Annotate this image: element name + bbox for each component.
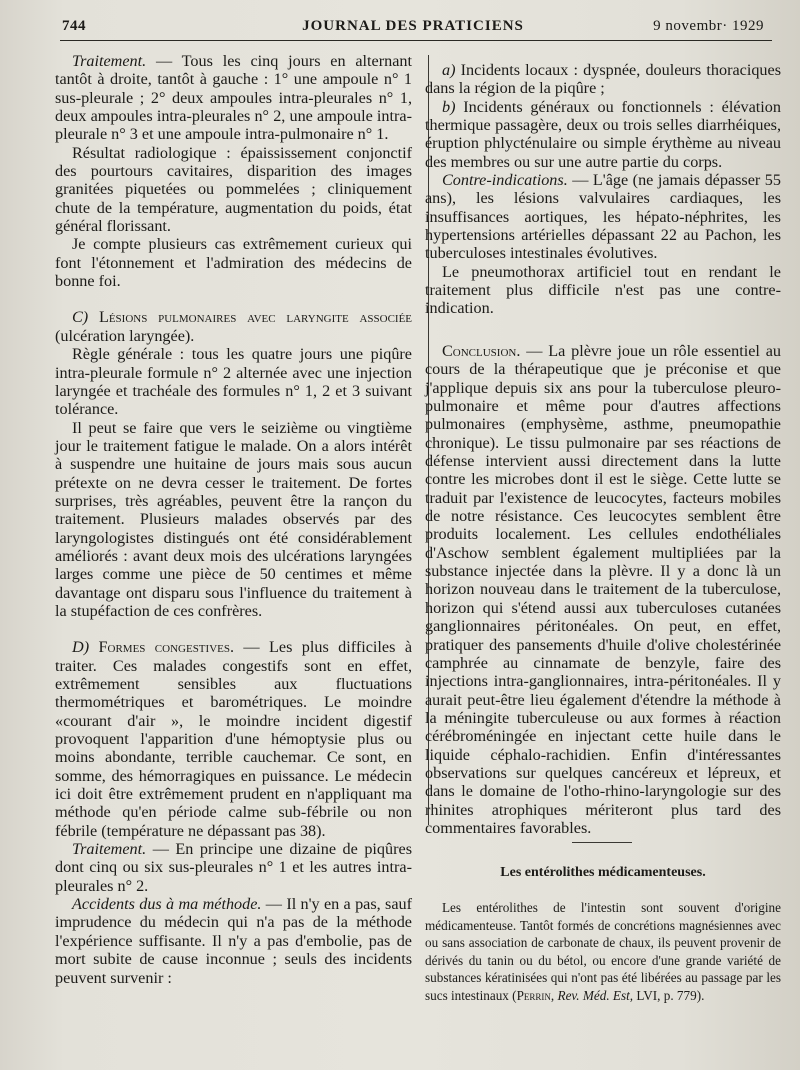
box-title: Les entérolithes médicamenteuses.	[500, 865, 706, 880]
reference-journal: Rev. Méd. Est,	[554, 987, 634, 1003]
paragraph-accidents: Accidents dus à ma méthode. — Il n'y en a pas, sauf imprudence du médecin qui n'a pas de la méthode l'expérience suffisante. Il n'y a pas d'embolie, pas de mort subite de cause inconnue ; seuls des incidents peuvent survenir :	[55, 895, 412, 987]
paragraph-contre-indications: Contre-indications. — L'âge (ne jamais dépasser 55 ans), les lésions valvulaires cardiaques, les insuffisances aortiques, les hépato-néphrites, les hypertensions artérielles dépassant 22 au Pachon, les tuberculoses intestinales évolutives.	[425, 171, 781, 263]
run-in-label: Règle générale	[72, 345, 173, 364]
paragraph-pneumothorax: Le pneumothorax artificiel tout en rendant le traitement plus difficile n'est pas une contre-indication.	[425, 262, 781, 318]
paragraph-traitement-2: Traitement. — En principe une dizaine de piqûres dont cinq ou six sus-pleurales n° 1 et les autres intra-pleurales n° 2.	[55, 840, 412, 895]
right-column-top	[425, 61, 781, 318]
header-rule	[60, 40, 772, 41]
run-in-label: Résultat	[72, 143, 126, 162]
run-in-label: Traitement.	[72, 52, 147, 70]
paragraph-traitement: Traitement. — Tous les cinq jours en alternant tantôt à droite, tantôt à gauche : 1° une ampoule n° 1 sus-pleurale ; 2° deux ampoules intra-pleurales n° 1, deux ampoules intra-pleurales n° 2, une ampoule intra-pleurale n° 3 et une ampoule intra-pulmonaire n° 1.	[55, 52, 412, 144]
left-column	[55, 52, 412, 987]
run-in-label: Conclusion.	[442, 342, 521, 360]
paragraph-resultat: Résultat radiologique : épaississement conjonctif des pourtours cavitaires, disparition des images granitées piquetées ou pommelées ; cliniquement chute de la température, augmentation du poids, état général florissant.	[55, 143, 412, 236]
paragraph-incidents-b: b) Incidents généraux ou fonctionnels : élévation thermique passagère, deux ou trois selles diarrhéiques, éruption phlycténulaire ou simple érythème au niveau des membres ou sur une autre partie du corps.	[425, 97, 781, 171]
section-rule	[572, 842, 632, 843]
running-header	[62, 18, 764, 42]
paragraph-conclusion: Conclusion. — La plèvre joue un rôle essentiel au cours de la thérapeutique que je préconise et que j'applique depuis six ans pour la tuberculose pleuro-pulmonaire et même pour d'autres affections pulmonaires (emphysème, asthme, pneumopathie chronique). Le tissu pulmonaire par ses réactions de défense intervient aussi directement dans la lutte contre les microbes dont il est le siège. Cette lutte se traduit par l'existence de leucocytes, facteurs mobiles de notre résistance. Ces leucocytes semblent être produits localement. Les cellules endothéliales d'Aschow semblent également multipliées par la substance injectée dans la plèvre. Il y a donc là un horizon nouveau dans le traitement de la tuberculose, horizon qui s'étend aussi aux tuberculoses cutanées ganglionnaires péritonéales. On peut, en effet, pratiquer des pansements d'huile d'olive cholestérinée camphrée au cinnamate de benzyle, faire des injections intra-ganglionnaires, intra-péritonéales. Il y aurait peut-être lieu également d'étendre la méthode à la méningite tuberculeuse ou aux formes à réaction cérébroméningée en injectant cette huile dans le liquide céphalo-rachidien. Enfin d'intéressantes observations sur quelques cancéreux et lépreux, et dans le domaine de l'otho-rhino-laryngologie sur des rhinites atrophiques mériteront plus tard des commentaires favorables.	[425, 342, 781, 837]
issue-date: 9 novembr· 1929	[653, 18, 764, 34]
reference-author: Perrin,	[516, 987, 555, 1003]
paragraph-seizieme: Il peut se faire que vers le seizième ou vingtième jour le traitement fatigue le malade. On a alors intérêt à suspendre une huitaine de jours mais sous aucun prétexte on ne devra cesser le traitement. De fortes surprises, très agréables, peuvent être la rançon du traitement. Plusieurs malades observés par des laryngologistes distingués ont été considérablement améliorés : avant deux mois des ulcérations laryngées larges comme une pièce de 50 centimes et même davantage ont disparu sous l'influence du traitement à la stupéfaction de ces confrères.	[55, 418, 412, 620]
run-in-label: Traitement.	[72, 840, 147, 859]
paragraph-regle: Règle générale : tous les quatre jours une piqûre intra-pleurale formule n° 2 alternée avec une injection laryngée et trachéale des formules n° 1, 2 et 3 suivant tolérance.	[55, 345, 412, 419]
section-heading-c: C) Lésions pulmonaires avec laryngite associée (ulcération laryngée).	[55, 308, 413, 345]
page-number: 744	[62, 18, 86, 34]
paragraph-incidents-a: a) Incidents locaux : dyspnée, douleurs thoraciques dans la région de la piqûre ;	[425, 61, 781, 98]
run-in-label: Contre-indications.	[442, 171, 568, 190]
right-column-conclusion	[425, 342, 781, 837]
run-in-label: Accidents dus à ma méthode.	[72, 895, 262, 914]
section-heading-d: D) Formes congestives. — Les plus difficiles à traiter. Ces malades congestifs sont en effet, extrêmement sensibles aux fluctuations thermométriques et barométriques. Le moindre «courant d'air », le moindre incident digestif provoquent l'apparition d'une hémoptysie plus ou moins abondante, terrible cauchemar. Ce sont, en somme, des hémorragiques en puissance. Le médecin ici doit être extrêmement prudent en n'appliquant ma méthode qu'en période calme sub-fébrile ou non fébrile (température ne dépassant pas 38).	[55, 638, 412, 840]
box-article: Les entérolithes de l'intestin sont souvent d'origine médicamenteuse. Tantôt formés de concrétions magnésiennes avec ou sans association de carbonate de chaux, ils peuvent provenir de dérivés du tanin ou du bétol, ou encore d'une grande variété de substances kératinisées qui n'ont pas été libérées au passage par les sucs intestinaux (Perrin, Rev. Méd. Est, LVI, p. 779).	[425, 900, 781, 1003]
paragraph-compte: Je compte plusieurs cas extrêmement curieux qui font l'étonnement et l'admiration des médecins de bonne foi.	[55, 235, 412, 291]
journal-title: JOURNAL DES PRATICIENS	[302, 18, 524, 34]
